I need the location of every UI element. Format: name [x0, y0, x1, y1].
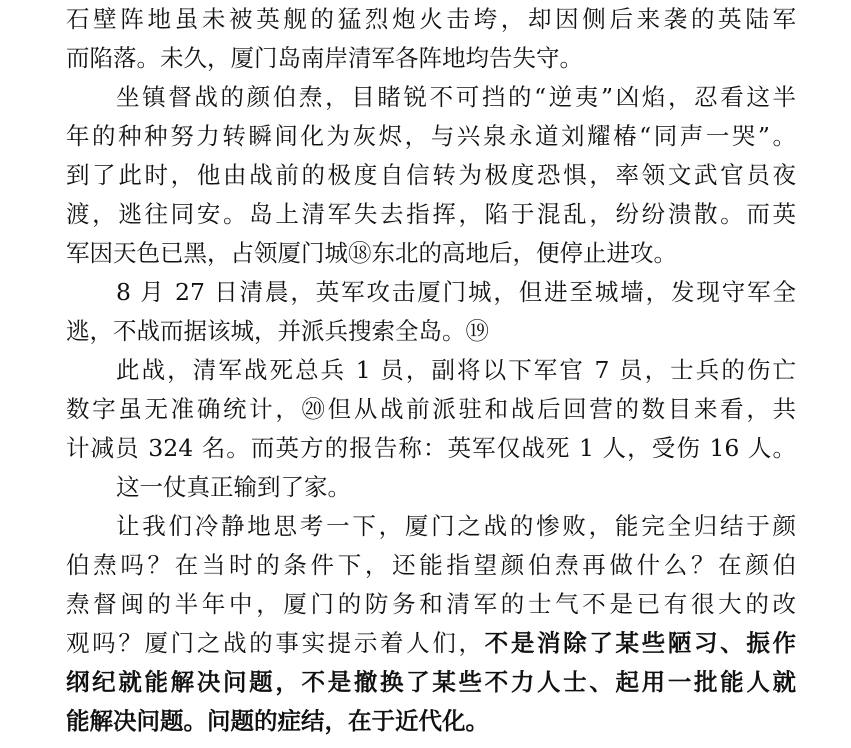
line-text: 渡，逃往同安。岛上清军失去指挥，陷于混乱，纷纷溃散。而英 [66, 200, 796, 228]
line-text: 坐镇督战的颜伯焘，目睹锐不可挡的“逆夷”凶焰，忍看这半 [116, 83, 796, 111]
bold-text: 不是消除了某些陋习、振作 [484, 629, 796, 657]
text-line-bold [66, 663, 796, 702]
bold-text: 纲纪就能解决问题，不是撤换了某些不力人士、起用一批能人就 [66, 668, 796, 696]
text-line [66, 78, 796, 117]
text-line [66, 117, 796, 156]
line-text: 伯焘吗？在当时的条件下，还能指望颜伯焘再做什么？在颜伯 [66, 551, 796, 579]
text-line [66, 468, 796, 507]
text-line [66, 273, 796, 312]
line-text: 焘督闽的半年中，厦门的防务和清军的士气不是已有很大的改 [66, 590, 796, 618]
line-text: 此战，清军战死总兵 1 员，副将以下军官 7 员，士兵的伤亡 [116, 356, 796, 384]
text-line [66, 507, 796, 546]
text-line [66, 195, 796, 234]
text-line-bold [66, 702, 796, 741]
line-text: 让我们冷静地思考一下，厦门之战的惨败，能完全归结于颜 [116, 512, 796, 540]
text-line [66, 312, 796, 351]
line-text: 8 月 27 日清晨，英军攻击厦门城，但进至城墙，发现守军全 [116, 278, 796, 306]
line-text: 石壁阵地虽未被英舰的猛烈炮火击垮，却因侧后来袭的英陆军 [66, 5, 796, 33]
text-line [66, 0, 796, 39]
line-text: 年的种种努力转瞬间化为灰烬，与兴泉永道刘耀椿“同声一哭”。 [66, 122, 796, 150]
bold-text: 能解决问题。问题的症结，在于近代化。 [66, 707, 489, 735]
text-line-mixed [66, 624, 796, 663]
text-line [66, 429, 796, 468]
line-text: 到了此时，他由战前的极度自信转为极度恐惧，率领文武官员夜 [66, 161, 796, 189]
text-line [66, 156, 796, 195]
line-text: 计减员 324 名。而英方的报告称：英军仅战死 1 人，受伤 16 人。 [66, 434, 796, 462]
text-line [66, 585, 796, 624]
document-page [66, 0, 796, 741]
text-line [66, 546, 796, 585]
line-text: 这一仗真正输到了家。 [116, 473, 351, 501]
text-line [66, 390, 796, 429]
line-text: 观吗？厦门之战的事实提示着人们， [66, 629, 485, 657]
text-line [66, 39, 796, 78]
line-text: 数字虽无准确统计，⑳但从战前派驻和战后回营的数目来看，共 [66, 395, 796, 423]
line-text: 而陷落。未久，厦门岛南岸清军各阵地均告失守。 [66, 44, 583, 72]
line-text: 军因天色已黑，占领厦门城⑱东北的高地后，便停止进攻。 [66, 239, 677, 267]
text-line [66, 351, 796, 390]
text-line [66, 234, 796, 273]
line-text: 逃，不战而据该城，并派兵搜索全岛。⑲ [66, 317, 489, 345]
